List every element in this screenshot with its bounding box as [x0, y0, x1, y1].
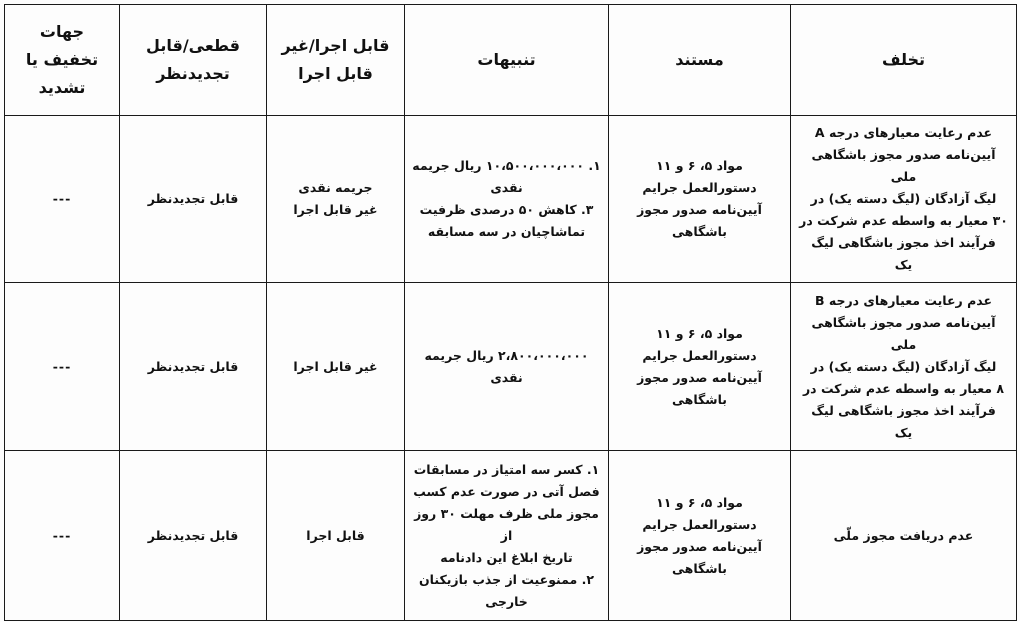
- header-offense: تخلف: [791, 5, 1017, 116]
- cell-line: مواد ۵، ۶ و ۱۱: [656, 158, 743, 173]
- cell-line: مواد ۵، ۶ و ۱۱: [656, 325, 743, 341]
- cell-penalties: [405, 283, 609, 451]
- cell-line: ۸ معیار به واسطه عدم شرکت در: [802, 380, 1005, 396]
- cell-line: آیین‌نامه صدور مجوز باشگاهی ملی: [811, 147, 996, 184]
- cell-line: یک: [894, 424, 913, 440]
- cell-line: تماشاچیان در سه مسابقه: [427, 224, 586, 239]
- cell-line: مجوز ملی ظرف مهلت ۳۰ روز از: [414, 505, 599, 543]
- cell-line: غیر قابل اجرا: [293, 358, 378, 374]
- cell-mitigation: ---: [5, 116, 120, 283]
- cell-line: آیین‌نامه صدور مجوز باشگاهی ملی: [811, 314, 996, 352]
- header-mitigation: [5, 5, 120, 116]
- cell-basis: [609, 116, 791, 283]
- cell-line: آیین‌نامه صدور مجوز: [637, 369, 762, 385]
- cell-line: لیگ آزادگان (لیگ دسته یک) در: [810, 191, 997, 206]
- cell-line: یک: [894, 257, 913, 272]
- cell-line: دستورالعمل جرایم: [642, 180, 757, 195]
- table-header-row: [5, 5, 1017, 116]
- cell-line: غیر قابل اجرا: [293, 202, 378, 217]
- cell-line: خارجی: [485, 593, 528, 609]
- cell-line: لیگ آزادگان (لیگ دسته یک) در: [810, 358, 997, 374]
- header-enforceable: [267, 5, 405, 116]
- cell-line: تاریخ ابلاغ این دادنامه: [440, 549, 573, 565]
- cell-line: فرآیند اخذ مجوز باشگاهی لیگ: [811, 402, 996, 418]
- cell-line: آیین‌نامه صدور مجوز: [637, 202, 762, 217]
- cell-penalties: [405, 451, 609, 621]
- cell-line: عدم دریافت مجوز ملّی: [833, 527, 974, 543]
- header-finality: [120, 5, 267, 116]
- cell-line: باشگاهی: [672, 391, 727, 407]
- header-enforceable-line: قابل اجرا/غیر: [281, 36, 390, 55]
- cell-line: ۳. کاهش ۵۰ درصدی ظرفیت: [419, 202, 594, 217]
- header-enforceable-line: قابل اجرا: [298, 64, 373, 83]
- table-row: [5, 451, 1017, 621]
- cell-mitigation: ---: [5, 283, 120, 451]
- cell-line: مواد ۵، ۶ و ۱۱: [656, 494, 743, 510]
- cell-line: آیین‌نامه صدور مجوز: [637, 538, 762, 554]
- cell-line: نقدی: [490, 180, 523, 195]
- cell-enforceable: [267, 451, 405, 621]
- cell-finality: قابل تجدیدنظر: [120, 283, 267, 451]
- header-mitigation-line: تخفیف یا: [25, 50, 99, 69]
- cell-line: دستورالعمل جرایم: [642, 516, 757, 532]
- cell-line: دستورالعمل جرایم: [642, 347, 757, 363]
- header-finality-line: تجدیدنظر: [156, 64, 230, 83]
- cell-line: ۱. کسر سه امتیاز در مسابقات: [413, 461, 600, 477]
- header-penalties: تنبیهات: [405, 5, 609, 116]
- cell-line: فرآیند اخذ مجوز باشگاهی لیگ: [811, 235, 996, 250]
- cell-finality: قابل تجدیدنظر: [120, 116, 267, 283]
- cell-enforceable: [267, 116, 405, 283]
- header-mitigation-line: جهات: [39, 22, 85, 41]
- cell-finality: قابل تجدیدنظر: [120, 451, 267, 621]
- cell-line: عدم رعایت معیارهای درجه B: [814, 292, 993, 308]
- cell-line: ۳۰ معیار به واسطه عدم شرکت در: [799, 213, 1008, 228]
- cell-line: قابل اجرا: [306, 527, 365, 543]
- cell-offense: [791, 116, 1017, 283]
- cell-line: ۱. ۱۰،۵۰۰،۰۰۰،۰۰۰ ریال جریمه: [412, 158, 601, 173]
- cell-basis: [609, 283, 791, 451]
- cell-line: ۲،۸۰۰،۰۰۰،۰۰۰ ریال جریمه نقدی: [424, 347, 589, 385]
- header-basis: مستند: [609, 5, 791, 116]
- cell-penalties: [405, 116, 609, 283]
- cell-line: باشگاهی: [672, 224, 727, 239]
- cell-enforceable: [267, 283, 405, 451]
- cell-basis: [609, 451, 791, 621]
- table-row: [5, 283, 1017, 451]
- cell-offense: [791, 451, 1017, 621]
- table-row: [5, 116, 1017, 283]
- cell-line: عدم رعایت معیارهای درجه A: [814, 125, 993, 140]
- penalty-table: [4, 4, 1017, 621]
- header-finality-line: قطعی/قابل: [146, 36, 240, 55]
- header-mitigation-line: تشدید: [38, 78, 86, 97]
- cell-line: فصل آتی در صورت عدم کسب: [413, 483, 600, 499]
- cell-offense: [791, 283, 1017, 451]
- cell-line: باشگاهی: [672, 560, 727, 576]
- cell-mitigation: ---: [5, 451, 120, 621]
- cell-line: ۲. ممنوعیت از جذب بازیکنان: [418, 571, 594, 587]
- cell-line: جریمه نقدی: [298, 180, 373, 195]
